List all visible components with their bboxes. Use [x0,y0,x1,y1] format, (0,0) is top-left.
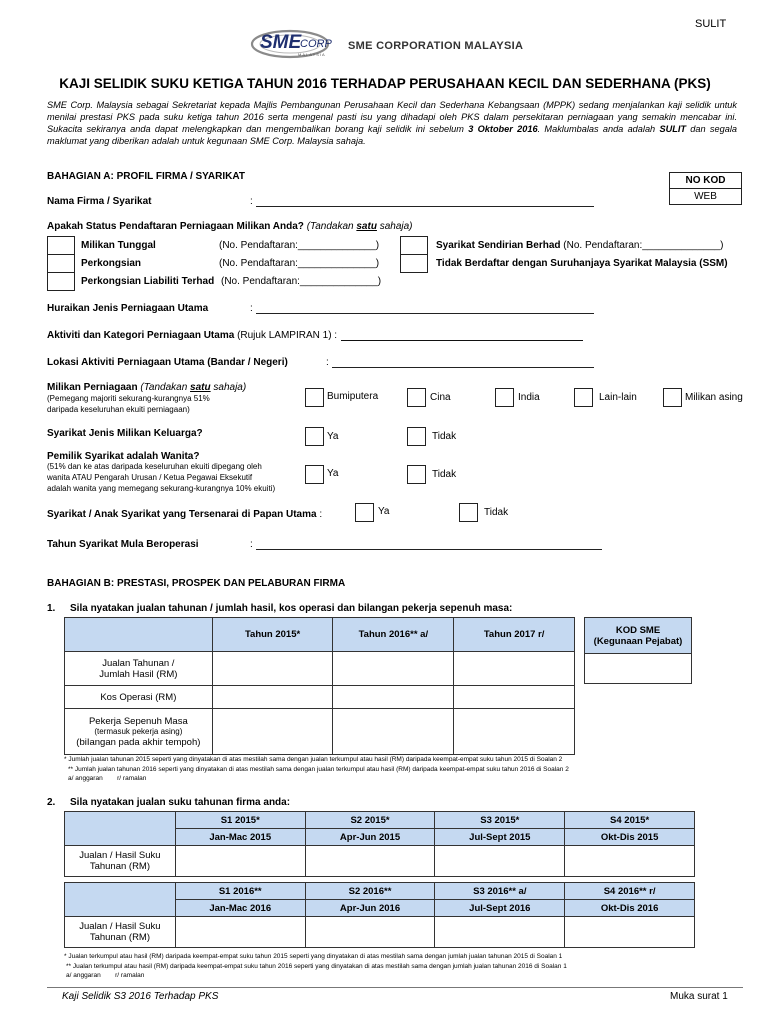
no-kod-box [669,172,742,189]
cell-input[interactable] [212,686,333,709]
month-header: Okt-Dis 2015 [565,829,695,846]
table-row [65,686,575,709]
web-code-box [669,188,742,205]
huraikan-field[interactable]: : [250,303,594,314]
india-checkbox[interactable] [495,388,514,407]
kod-sme-table [584,617,692,684]
footer-rule [47,987,743,988]
no-kod-label: NO KOD [685,175,726,186]
milikan-asing-label: Milikan asing [685,392,743,403]
logo-tag-text: MALAYSIA [298,52,326,57]
footnote-6: a/ anggaran r/ ramalan [66,972,145,979]
month-header: Jan-Mac 2015 [175,829,305,846]
page-number: Muka surat 1 [670,991,728,1002]
keluarga-tidak-label: Tidak [432,431,457,442]
row-label-hasil: Jualan / Hasil Suku Tahunan (RM) [65,846,176,877]
keluarga-ya-label: Ya [327,431,339,442]
kod-sme-header: KOD SME (Kegunaan Pejabat) [585,618,692,654]
papan-tidak-checkbox[interactable] [459,503,478,522]
sdn-bhd-checkbox[interactable] [400,236,428,255]
page-title: KAJI SELIDIK SUKU KETIGA TAHUN 2016 TERHADAP PERUSAHAAN KECIL DAN SEDERHANA (PKS) [59,76,711,91]
q-header: S1 2015* [175,812,305,829]
cell-input[interactable] [333,652,454,686]
wanita-note-3: adalah wanita yang memegang sekurang-kurangnya 10% ekuiti) [47,484,276,493]
q2-text: Sila nyatakan jualan suku tahunan firma anda: [70,797,291,808]
milikan-note-1: (Pemegang majoriti sekurang-kurangnya 51% [47,394,210,403]
table-header-blank [65,883,176,917]
wanita-note-2: wanita ATAU Pengarah Urusan / Ketua Pegawai Eksekutif [47,473,253,482]
month-header: Apr-Jun 2016 [305,900,435,917]
month-header: Jan-Mac 2016 [175,900,305,917]
milikan-tunggal-checkbox[interactable] [47,236,75,255]
intro-text-3: dan segala maklumat yang diberikan adalah untuk kegunaan SME Corp. Malaysia sahaja. [47,124,737,146]
classification-label: SULIT [695,18,727,30]
milikan-note-2: daripada keseluruhan ekuiti perniagaan) [47,405,190,414]
tidak-berdaftar-checkbox[interactable] [400,254,428,273]
web-code-label: WEB [694,191,717,202]
papan-utama-label: Syarikat / Anak Syarikat yang Tersenarai di Papan Utama [47,509,317,520]
q1-number: 1. [47,603,56,614]
q-header: S4 2016** r/ [565,883,695,900]
status-question [47,221,413,232]
intro-text-2: . Maklumbalas anda adalah [537,124,660,134]
papan-utama-row: Syarikat / Anak Syarikat yang Tersenarai di Papan Utama : [47,509,323,520]
month-header: Apr-Jun 2015 [305,829,435,846]
table-header-blank [65,812,176,846]
org-name: SME CORPORATION MALAYSIA [348,40,524,52]
perkongsian-reg: (No. Pendaftaran:______________) [219,258,380,269]
month-header: Jul-Sept 2015 [435,829,565,846]
llp-label: Perkongsian Liabiliti Terhad [81,276,215,287]
table-header-2016: Tahun 2016** a/ [333,618,454,652]
aktiviti-ref: (Rujuk LAMPIRAN 1) : [237,330,338,341]
logo-sub-text: CORP [300,38,332,50]
lain-lain-checkbox[interactable] [574,388,593,407]
cell-input[interactable] [454,709,575,755]
bumiputera-checkbox[interactable] [305,388,324,407]
q1-text: Sila nyatakan jualan tahunan / jumlah hasil, kos operasi dan bilangan pekerja sepenuh masa: [70,603,513,614]
perkongsian-label: Perkongsian [81,258,142,269]
status-hint: (Tandakan satu sahaja) [306,221,413,232]
papan-ya-label: Ya [378,506,390,517]
footer-title: Kaji Selidik S3 2016 Terhadap PKS [62,991,219,1002]
wanita-tidak-checkbox[interactable] [407,465,426,484]
row-label-kos: Kos Operasi (RM) [65,686,213,709]
month-header: Okt-Dis 2016 [565,900,695,917]
milikan-tunggal-label: Milikan Tunggal [81,240,156,251]
month-header: Jul-Sept 2016 [435,900,565,917]
cell-input[interactable] [175,917,305,948]
cell-input[interactable] [333,686,454,709]
lokasi-field[interactable]: : [326,357,594,368]
bumiputera-label: Bumiputera [327,391,379,402]
q-header: S2 2015* [305,812,435,829]
wanita-note-1: (51% dan ke atas daripada keseluruhan ekuiti dipegang oleh [47,462,262,471]
footnote-3: a/ anggaran r/ ramalan [68,775,147,782]
cell-input[interactable] [305,917,435,948]
annual-sales-table [64,617,575,755]
llp-reg: (No. Pendaftaran:______________) [221,276,382,287]
wanita-ya-label: Ya [327,468,339,479]
wanita-ya-checkbox[interactable] [305,465,324,484]
row-label-pekerja: Pekerja Sepenuh Masa (termasuk pekerja asing) (biIangan pada akhir tempoh) [65,709,213,755]
milikan-heading [47,382,246,393]
cell-input[interactable] [305,846,435,877]
sdn-bhd-reg: (No. Pendaftaran:______________) [563,240,724,251]
footnote-2: ** Jumlah jualan tahunan 2016 seperti yang dinyatakan di atas mestilah sama dengan jualan terkumpul atau hasil (RM) daripada keempat-empat suku tahun 2016 di Soalan 2 [68,766,569,773]
row-label-hasil: Jualan / Hasil Suku Tahunan (RM) [65,917,176,948]
papan-tidak-label: Tidak [484,507,509,518]
q2-number: 2. [47,797,56,808]
keluarga-label: Syarikat Jenis Milikan Keluarga? [47,428,203,439]
status-question-text: Apakah Status Pendaftaran Perniagaan Milikan Anda? [47,221,304,232]
table-header-2015: Tahun 2015* [212,618,333,652]
keluarga-ya-checkbox[interactable] [305,427,324,446]
q-header: S2 2016** [305,883,435,900]
kod-sme-cell[interactable] [585,654,692,684]
keluarga-tidak-checkbox[interactable] [407,427,426,446]
row-label-jualan: Jualan Tahunan / Jumlah Hasil (RM) [65,652,213,686]
milikan-tunggal-reg: (No. Pendaftaran:______________) [219,240,380,251]
huraikan-label: Huraikan Jenis Perniagaan Utama [47,303,209,314]
quarterly-2015-table [64,811,695,877]
cina-label: Cina [430,392,451,403]
sdn-bhd-label: Syarikat Sendirian Berhad [436,240,561,251]
sdn-bhd-option [436,240,723,251]
aktiviti-label: Aktiviti dan Kategori Perniagaan Utama [47,330,235,341]
cell-input[interactable] [565,917,695,948]
section-a-heading: BAHAGIAN A: PROFIL FIRMA / SYARIKAT [47,171,245,182]
lokasi-label: Lokasi Aktiviti Perniagaan Utama (Bandar / Negeri) [47,357,288,368]
milikan-hint: (Tandakan satu sahaja) [140,382,247,393]
intro-sulit: SULIT [659,124,686,134]
milikan-asing-checkbox[interactable] [663,388,682,407]
cell-input[interactable] [454,652,575,686]
cell-input[interactable] [212,652,333,686]
q-header: S3 2015* [435,812,565,829]
q-header: S1 2016** [175,883,305,900]
cell-input[interactable] [435,846,565,877]
wanita-label: Pemilik Syarikat adalah Wanita? [47,451,200,462]
lain-lain-label: Lain-lain [599,392,637,403]
llp-checkbox[interactable] [47,272,75,291]
wanita-tidak-label: Tidak [432,469,457,480]
footnote-1: * Jumlah jualan tahunan 2015 seperti yang dinyatakan di atas mestilah sama dengan jualan terkumpul atau hasil (RM) daripada keempat-empat suku tahun 2015 di Soalan 2 [64,756,563,763]
tahun-operasi-label: Tahun Syarikat Mula Beroperasi [47,539,199,550]
tahun-operasi-field[interactable]: : [250,539,602,550]
q-header: S3 2016** a/ [435,883,565,900]
cell-input[interactable] [435,917,565,948]
india-label: India [518,392,540,403]
aktiviti-field[interactable] [341,330,583,341]
tidak-berdaftar-label: Tidak Berdaftar dengan Suruhanjaya Syarikat Malaysia (SSM) [436,258,728,269]
cell-input[interactable] [175,846,305,877]
table-header-row [65,618,575,652]
logo-main-text: SME [260,32,302,53]
papan-ya-checkbox[interactable] [355,503,374,522]
footnote-4: * Jualan terkumpul atau hasil (RM) daripada keempat-empat suku tahun 2015 seperti yang dinyatakan di atas mestilah sama dengan jumlah jualan tahunan 2015 di Soalan 1 [64,953,563,960]
smecorp-logo [250,28,340,60]
cell-input[interactable] [565,846,695,877]
quarterly-2016-table [64,882,695,948]
footnote-5: ** Jualan terkumpul atau hasil (RM) daripada keempat-empat suku tahun 2016 seperti yang dinyatakan di atas mestilah sama dengan jumlah jualan tahunan 2016 di Soalan 1 [66,963,567,970]
table-row [65,652,575,686]
aktiviti-row [47,330,337,341]
nama-firma-label: Nama Firma / Syarikat [47,196,152,207]
table-header-2017: Tahun 2017 r/ [454,618,575,652]
cell-input[interactable] [454,686,575,709]
nama-firma-field[interactable]: : [250,196,594,207]
table-header-blank [65,618,213,652]
intro-paragraph [47,99,737,147]
section-b-heading: BAHAGIAN B: PRESTASI, PROSPEK DAN PELABURAN FIRMA [47,578,346,589]
cell-input[interactable] [212,709,333,755]
intro-text-1: SME Corp. Malaysia sebagai Sekretariat kepada Majlis Pembangunan Perusahaan Kecil dan Sederhana Kebangsaan (MPPK) sedang menjalankan kaji selidik untuk menilai prestasi PKS pada suku ketiga tahun 2016 serta mengenal pasti isu yang dihadapi oleh PKS dalam persekitaran perniagaan yang semakin mencabar ini. Sukacita sekiranya anda dapat melengkapkan dan mengembalikan borang kaji selidik ini sebelum [47,100,737,134]
q-header: S4 2015* [565,812,695,829]
cina-checkbox[interactable] [407,388,426,407]
milikan-label: Milikan Perniagaan [47,382,138,393]
table-row [65,709,575,755]
perkongsian-checkbox[interactable] [47,254,75,273]
intro-date: 3 Oktober 2016 [468,124,538,134]
cell-input[interactable] [333,709,454,755]
